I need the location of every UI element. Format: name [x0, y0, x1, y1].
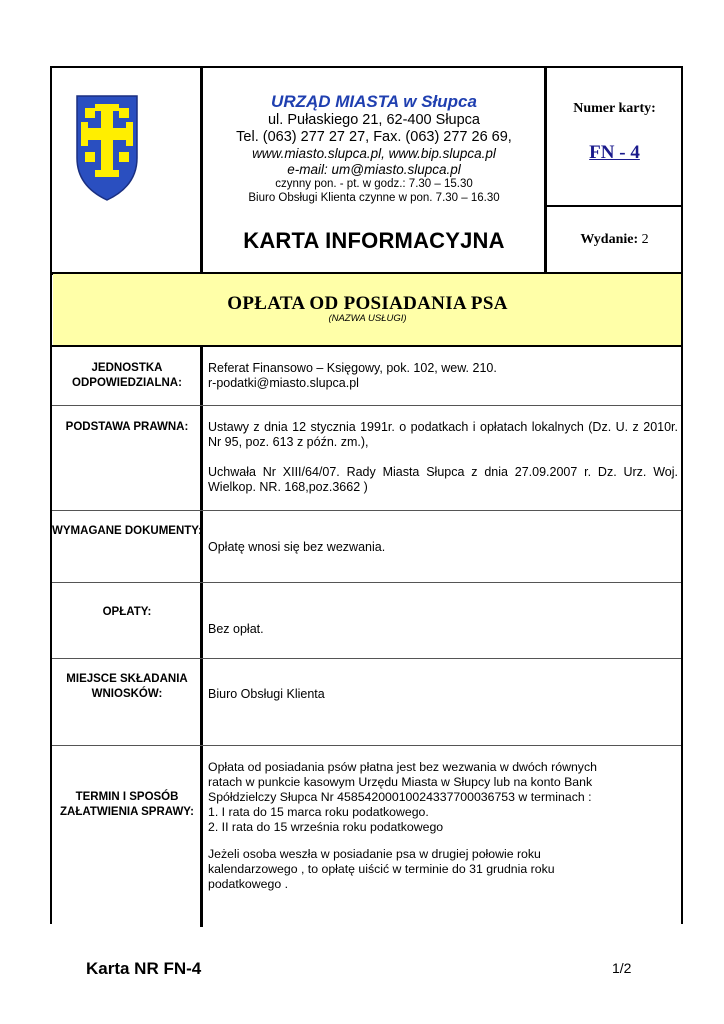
legal-basis-label: PODSTAWA PRAWNA:: [65, 421, 189, 433]
customer-service-hours: Biuro Obsługi Klienta czynne w pon. 7.30 – 16.30: [248, 191, 500, 204]
unit-content: [208, 361, 678, 391]
document-title: KARTA INFORMACYJNA: [243, 228, 505, 253]
card-number-value: FN - 4: [589, 142, 640, 163]
page-number: 1/2: [612, 960, 632, 976]
legal-basis-content: [208, 420, 678, 495]
office-header: [202, 92, 546, 205]
legal-basis-resolution: Uchwała Nr XIII/64/07. Rady Miasta Słupca z dnia 27.09.2007 r. Dz. Urz. Woj. Wielkop. NR. 168,poz.3662 ): [208, 465, 678, 494]
card-number-label: Numer karty:: [573, 101, 656, 116]
legal-basis-act: Ustawy z dnia 12 stycznia 1991r. o podatkach i opłatach lokalnych (Dz. U. z 2010r. Nr 95, poz. 613 z późn. zm.),: [208, 420, 678, 449]
fees-content: Bez opłat.: [208, 622, 264, 636]
deadline-label: TERMIN I SPOSÓB ZAŁATWIENIA SPRAWY:: [60, 791, 194, 818]
deadline-content: [208, 760, 678, 892]
deadline-line: Opłata od posiadania psów płatna jest bez wezwania w dwóch równych: [208, 760, 597, 774]
deadline-line: Spółdzielczy Słupca Nr 45854200010024337700036753 w terminach :: [208, 790, 592, 804]
documents-content: Opłatę wnosi się bez wezwania.: [208, 540, 386, 554]
office-address: ul. Pułaskiego 21, 62-400 Słupca: [267, 112, 480, 129]
edition-label: Wydanie:: [580, 232, 639, 247]
unit-line: Referat Finansowo – Księgowy, pok. 102, wew. 210.: [208, 361, 497, 375]
deadline-note-line: kalendarzowego , to opłatę uiścić w terminie do 31 grudnia roku: [208, 862, 555, 876]
information-card: [50, 66, 683, 924]
deadline-note-line: Jeżeli osoba weszła w posiadanie psa w drugiej połowie roku: [208, 847, 541, 861]
service-title: OPŁATA OD POSIADANIA PSA: [227, 293, 508, 314]
deadline-line: 1. I rata do 15 marca roku podatkowego.: [208, 805, 429, 819]
edition-value: 2: [641, 232, 649, 247]
office-websites[interactable]: www.miasto.slupca.pl, www.bip.slupca.pl: [252, 146, 496, 162]
office-name: URZĄD MIASTA w Słupca: [271, 92, 477, 111]
documents-label: WYMAGANE DOKUMENTY:: [52, 525, 202, 537]
submission-place-label: MIEJSCE SKŁADANIA WNIOSKÓW:: [66, 673, 188, 700]
office-phone: Tel. (063) 277 27 27, Fax. (063) 277 26 69,: [236, 129, 512, 146]
footer-title: Karta NR FN-4: [86, 959, 202, 978]
office-email[interactable]: e-mail: um@miasto.slupca.pl: [287, 162, 461, 178]
deadline-line: 2. II rata do 15 września roku podatkowego: [208, 820, 444, 834]
edition: [546, 232, 683, 248]
deadline-line: ratach w punkcie kasowym Urzędu Miasta w Słupcy lub na konto Bank: [208, 775, 593, 789]
submission-place-content: Biuro Obsługi Klienta: [208, 687, 325, 701]
office-hours: czynny pon. - pt. w godz.: 7.30 – 15.30: [275, 178, 473, 191]
deadline-note-line: podatkowego .: [208, 877, 288, 891]
unit-label: JEDNOSTKA ODPOWIEDZIALNA:: [72, 362, 182, 389]
unit-email[interactable]: r-podatki@miasto.slupca.pl: [208, 376, 359, 390]
service-caption: (NAZWA USŁUGI): [328, 313, 407, 324]
city-crest-logo: [75, 94, 139, 204]
fees-label: OPŁATY:: [102, 606, 152, 618]
